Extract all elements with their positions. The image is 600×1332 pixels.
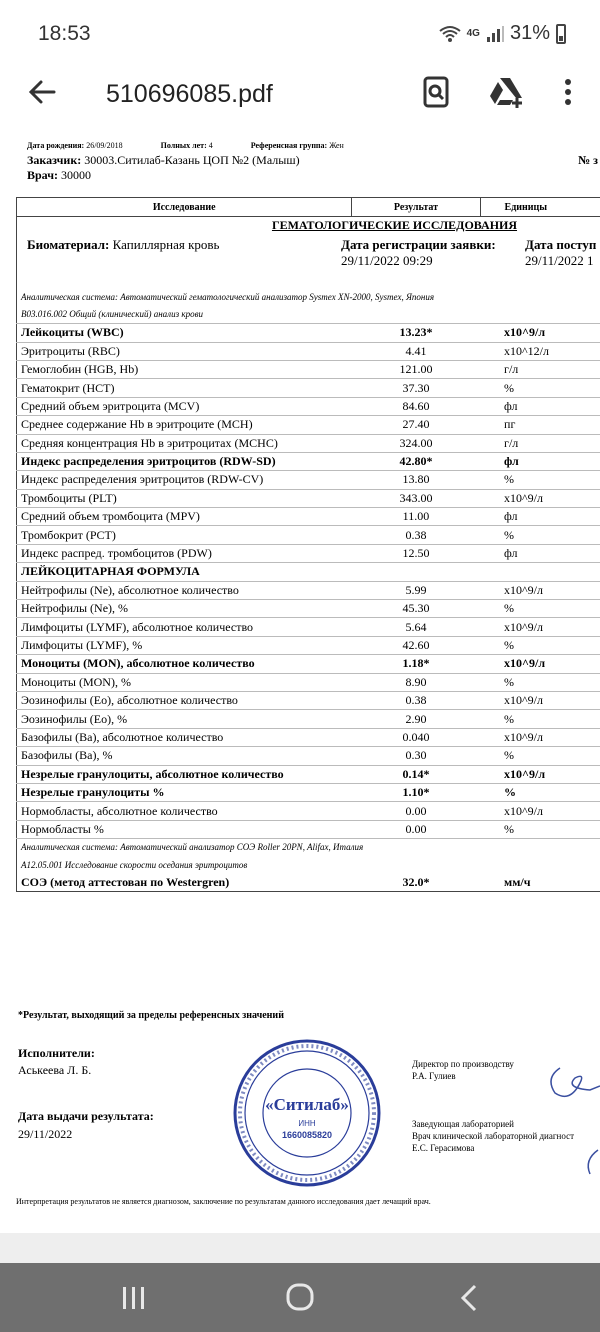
esr-analyzer-note: Аналитическая система: Автоматический анализатор СОЭ Roller 20PN, Alifax, Италия [17,839,600,857]
table-row [17,526,600,544]
doctor: Врач: 30000 [27,168,91,182]
results-table [16,197,600,892]
row-name: Нормобласты % [17,820,352,838]
page-gap [0,1233,600,1263]
search-document-icon[interactable] [418,74,454,110]
stamp-inn-label: ИНН [298,1119,316,1128]
table-row [17,636,600,654]
document-title: 510696085.pdf [106,80,273,108]
row-unit: % [480,747,600,765]
table-row [17,342,600,360]
leuko-formula-title: ЛЕЙКОЦИТАРНАЯ ФОРМУЛА [17,563,600,581]
recv-date: 29/11/2022 1 [525,253,594,269]
row-unit: x10^9/л [480,691,600,709]
back-nav-icon[interactable] [450,1281,490,1315]
row-name: Лейкоциты (WBC) [17,324,352,342]
row-name: Базофилы (Ba), % [17,747,352,765]
table-row [17,508,600,526]
row-value: 13.23* [352,324,480,342]
row-unit: % [480,673,600,691]
row-unit: x10^9/л [480,489,600,507]
row-value: 0.00 [352,820,480,838]
lab-stamp [232,1038,382,1188]
row-unit: пг [480,416,600,434]
row-name: Эритроциты (RBC) [17,342,352,360]
issue-date: 29/11/2022 [18,1127,73,1141]
row-name: Базофилы (Ba), абсолютное количество [17,728,352,746]
recent-apps-icon[interactable] [113,1281,153,1315]
lab-head-title-2: Врач клинической лабораторной диагност [412,1131,575,1141]
table-row [17,581,600,599]
reg-date-label: Дата регистрации заявки: [341,237,496,253]
table-row [17,802,600,820]
row-value: 12.50 [352,544,480,562]
row-value: 1.18* [352,655,480,673]
table-header-row [17,198,600,217]
recv-label: Дата поступ [525,237,597,253]
row-name: Эозинофилы (Eo), % [17,710,352,728]
wifi-icon [439,25,461,43]
col-result: Результат [352,198,480,217]
row-unit: x10^12/л [480,342,600,360]
row-value: 8.90 [352,673,480,691]
row-unit: % [480,600,600,618]
row-unit: x10^9/л [480,655,600,673]
row-unit: % [480,379,600,397]
back-arrow-icon[interactable] [24,74,60,110]
table-row [17,544,600,562]
col-study: Исследование [17,198,352,217]
table-row-esr: СОЭ (метод аттестован по Westergren) 32.0* мм/ч [17,874,600,892]
row-name: Нормобласты, абсолютное количество [17,802,352,820]
table-row [17,747,600,765]
row-name: Моноциты (MON), % [17,673,352,691]
table-row [17,691,600,709]
table-row [17,397,600,415]
col-units: Единицы [480,198,600,217]
row-value: 13.80 [352,471,480,489]
row-unit: x10^9/л [480,581,600,599]
row-unit: x10^9/л [480,618,600,636]
row-value: 0.38 [352,691,480,709]
table-row [17,434,600,452]
row-name: Средняя концентрация Hb в эритроцитах (MCHC) [17,434,352,452]
row-name: Индекс распред. тромбоцитов (PDW) [17,544,352,562]
row-unit: x10^9/л [480,324,600,342]
row-value: 37.30 [352,379,480,397]
table-row [17,360,600,378]
analyzer-note: Аналитическая система: Автоматический гематологический анализатор Sysmex XN-2000, Sysmex, Япония [17,288,600,305]
director-name: Р.А. Гулиев [412,1071,456,1081]
row-name: Моноциты (MON), абсолютное количество [17,655,352,673]
app-bar [0,60,600,138]
pdf-page[interactable] [0,138,600,1233]
row-name: Нейтрофилы (Ne), % [17,600,352,618]
table-row [17,783,600,801]
patient-meta: Дата рождения: 26/09/2018 Полных лет: 4 Референсная группа: Жен [27,141,344,150]
add-to-drive-icon[interactable] [488,74,524,110]
row-unit: г/л [480,360,600,378]
row-unit: % [480,471,600,489]
table-row [17,489,600,507]
row-unit: % [480,710,600,728]
row-name: Гемоглобин (HGB, Hb) [17,360,352,378]
home-icon[interactable] [280,1281,320,1315]
row-value: 4.41 [352,342,480,360]
system-nav-bar [0,1263,600,1332]
table-row [17,710,600,728]
row-name: Незрелые гранулоциты % [17,783,352,801]
row-value: 42.60 [352,636,480,654]
row-value: 121.00 [352,360,480,378]
row-unit: % [480,820,600,838]
biomaterial: Капиллярная кровь [112,237,220,253]
row-name: Средний объем тромбоцита (MPV) [17,508,352,526]
row-unit: фл [480,544,600,562]
director-title: Директор по производству [412,1059,514,1069]
row-value: 5.99 [352,581,480,599]
esr-code: A12.05.001 Исследование скорости оседания эритроцитов [17,857,600,874]
row-unit: % [480,526,600,544]
row-value: 0.30 [352,747,480,765]
row-name: Средний объем эритроцита (MCV) [17,397,352,415]
stamp-inn: 1660085820 [281,1130,333,1140]
row-unit: фл [480,397,600,415]
age: 4 [208,141,213,150]
customer: Заказчик: 30003.Ситилаб-Казань ЦОП №2 (Малыш) [27,153,300,167]
table-row [17,471,600,489]
row-value: 343.00 [352,489,480,507]
row-name: Тромбокрит (PCT) [17,526,352,544]
row-unit: фл [480,452,600,470]
row-unit: x10^9/л [480,765,600,783]
row-name: Эозинофилы (Eo), абсолютное количество [17,691,352,709]
table-row [17,728,600,746]
table-row [17,820,600,838]
row-unit: % [480,636,600,654]
row-value: 324.00 [352,434,480,452]
row-value: 0.00 [352,802,480,820]
table-row [17,655,600,673]
row-value: 45.30 [352,600,480,618]
row-unit: г/л [480,434,600,452]
row-value: 11.00 [352,508,480,526]
row-unit: % [480,783,600,801]
row-value: 0.14* [352,765,480,783]
row-value: 0.38 [352,526,480,544]
status-bar [0,0,600,60]
table-row [17,673,600,691]
row-name: Индекс распределения эритроцитов (RDW-CV) [17,471,352,489]
table-row [17,452,600,470]
row-value: 0.040 [352,728,480,746]
signal-icon [486,25,504,43]
director-signature [540,1058,600,1108]
row-name: Нейтрофилы (Ne), абсолютное количество [17,581,352,599]
more-vert-icon[interactable] [550,74,586,110]
table-row [17,416,600,434]
table-row [17,600,600,618]
row-name: Среднее содержание Hb в эритроците (MCH) [17,416,352,434]
row-value: 2.90 [352,710,480,728]
row-name: Лимфоциты (LYMF), абсолютное количество [17,618,352,636]
analysis-code: B03.016.002 Общий (клинический) анализ крови [17,306,600,324]
network-type: 4G [466,27,480,39]
row-name: Лимфоциты (LYMF), % [17,636,352,654]
reg-date: 29/11/2022 09:29 [341,253,433,269]
row-unit: x10^9/л [480,802,600,820]
lab-head-title: Заведующая лабораторией [412,1119,514,1129]
order-number-label: № з [578,153,598,167]
performers-label: Исполнители: [18,1046,95,1060]
footnote: *Результат, выходящий за пределы референсных значений [18,1010,284,1021]
row-value: 1.10* [352,783,480,801]
lab-head-signature [580,1148,600,1178]
row-name: Гематокрит (HCT) [17,379,352,397]
row-unit: x10^9/л [480,728,600,746]
row-value: 27.40 [352,416,480,434]
stamp-name: «Ситилаб» [265,1095,349,1114]
biomaterial-block: Биоматериал: Капиллярная кровь Дата регистрации заявки: 29/11/2022 09:29 Дата поступ 29/11/2022 1 [27,237,597,269]
birth-date: 26/09/2018 [86,141,123,150]
battery-icon [556,24,566,44]
row-value: 5.64 [352,618,480,636]
table-row [17,765,600,783]
lab-head-name: Е.С. Герасимова [412,1143,475,1153]
table-row [17,324,600,342]
disclaimer: Интерпретация результатов не является диагнозом, заключение по результатам данного исследования дает лечащий врач. [16,1197,431,1206]
row-name: Тромбоциты (PLT) [17,489,352,507]
ref-group: Жен [329,141,344,150]
issue-date-label: Дата выдачи результата: [18,1109,154,1123]
row-name: Незрелые гранулоциты, абсолютное количество [17,765,352,783]
section-title: ГЕМАТОЛОГИЧЕСКИЕ ИССЛЕДОВАНИЯ [17,217,600,235]
row-value: 84.60 [352,397,480,415]
status-icons [439,22,566,45]
row-unit: фл [480,508,600,526]
performer-name: Аськеева Л. Б. [18,1063,92,1077]
status-time: 18:53 [38,22,91,45]
row-name: Индекс распределения эритроцитов (RDW-SD) [17,452,352,470]
table-row [17,618,600,636]
battery-percent: 31% [509,22,550,44]
row-value: 42.80* [352,452,480,470]
table-row [17,379,600,397]
